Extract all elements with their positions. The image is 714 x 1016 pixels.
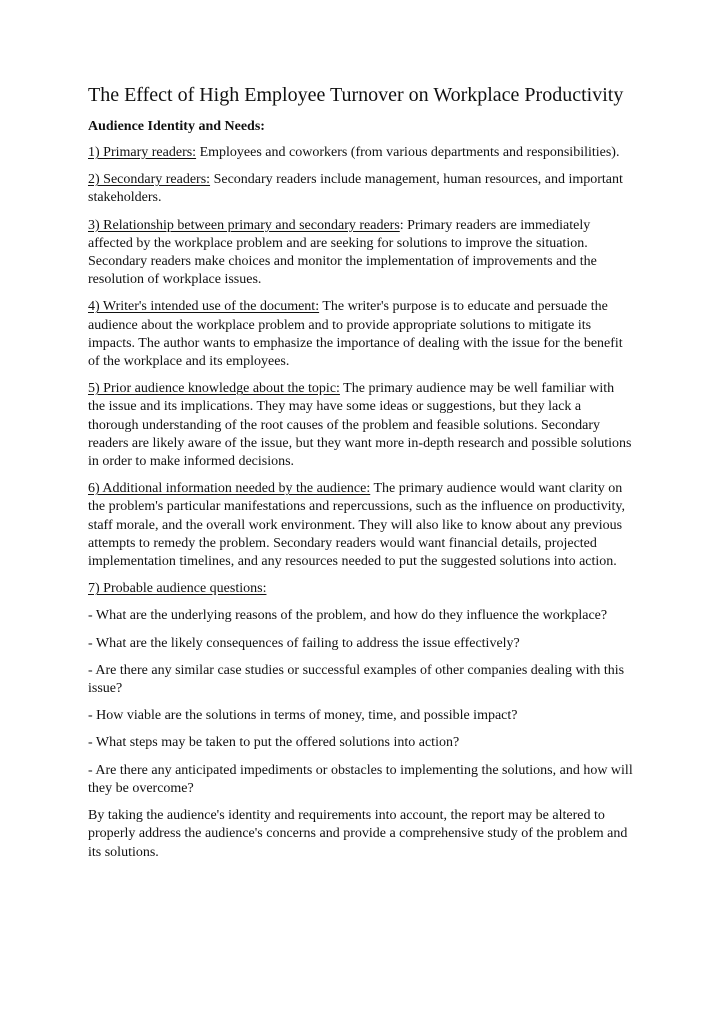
prior-knowledge-text: The primary audience may be well familiar with the issue and its implications. They may have some ideas or suggestions, but they lack a thorough understanding of the root causes of the problem and feasible solutions. Secondary readers are likely aware of the issue, but they want more in-depth research and possible solutions in order to make informed decisions. [88, 381, 632, 470]
question-item: - What steps may be taken to put the offered solutions into action? [88, 735, 460, 751]
writer-intent-paragraph [88, 298, 634, 371]
primary-readers-paragraph [88, 144, 634, 162]
additional-info-text: The primary audience would want clarity on the problem's particular manifestations and repercussions, such as the influence on productivity, staff morale, and the overall work environment. They will also like to know about any previous attempts to remedy the problem. Secondary readers would want financial details, projected implementation timelines, and any resources needed to put the suggested solutions into action. [88, 481, 625, 570]
relationship-text: : Primary readers are immediately affected by the workplace problem and are seeking for solutions to improve the situation. Secondary readers make choices and monitor the implementation of improvements and the resolution of workplace issues. [88, 217, 597, 288]
question-item: - What are the likely consequences of failing to address the issue effectively? [88, 635, 520, 651]
section-heading: Audience Identity and Needs: [88, 119, 265, 134]
prior-knowledge-paragraph [88, 380, 634, 471]
additional-info-paragraph [88, 480, 634, 571]
secondary-readers-paragraph [88, 171, 634, 207]
additional-info-label: 6) Additional information needed by the audience: [88, 481, 371, 497]
document-title: The Effect of High Employee Turnover on Workplace Productivity [88, 84, 624, 106]
prior-knowledge-label: 5) Prior audience knowledge about the topic: [88, 381, 340, 397]
writer-intent-text: The writer's purpose is to educate and persuade the audience about the workplace problem and to provide appropriate solutions to mitigate its impacts. The author wants to emphasize the importance of dealing with the issue for the benefit of the workplace and its employees. [88, 299, 623, 370]
audience-questions-label: 7) Probable audience questions: [88, 581, 267, 597]
document-page [88, 80, 634, 871]
writer-intent-label: 4) Writer's intended use of the document: [88, 299, 320, 315]
question-item: - How viable are the solutions in terms of money, time, and possible impact? [88, 708, 518, 724]
relationship-paragraph [88, 217, 634, 290]
question-item: - Are there any anticipated impediments or obstacles to implementing the solutions, and how will they be overcome? [88, 762, 633, 796]
relationship-label: 3) Relationship between primary and secondary readers [88, 217, 400, 233]
primary-readers-label: 1) Primary readers: [88, 145, 197, 160]
question-item: - What are the underlying reasons of the problem, and how do they influence the workplace? [88, 608, 608, 624]
secondary-readers-label: 2) Secondary readers: [88, 172, 211, 188]
secondary-readers-text: Secondary readers include management, human resources, and important stakeholders. [88, 172, 623, 206]
conclusion-paragraph: By taking the audience's identity and requirements into account, the report may be altered to properly address the audience's concerns and provide a comprehensive study of the problem and its solutions. [88, 808, 628, 860]
question-item: - Are there any similar case studies or successful examples of other companies dealing with this issue? [88, 662, 625, 697]
primary-readers-text: Employees and coworkers (from various departments and responsibilities). [196, 145, 620, 160]
audience-questions-paragraph [88, 580, 634, 598]
